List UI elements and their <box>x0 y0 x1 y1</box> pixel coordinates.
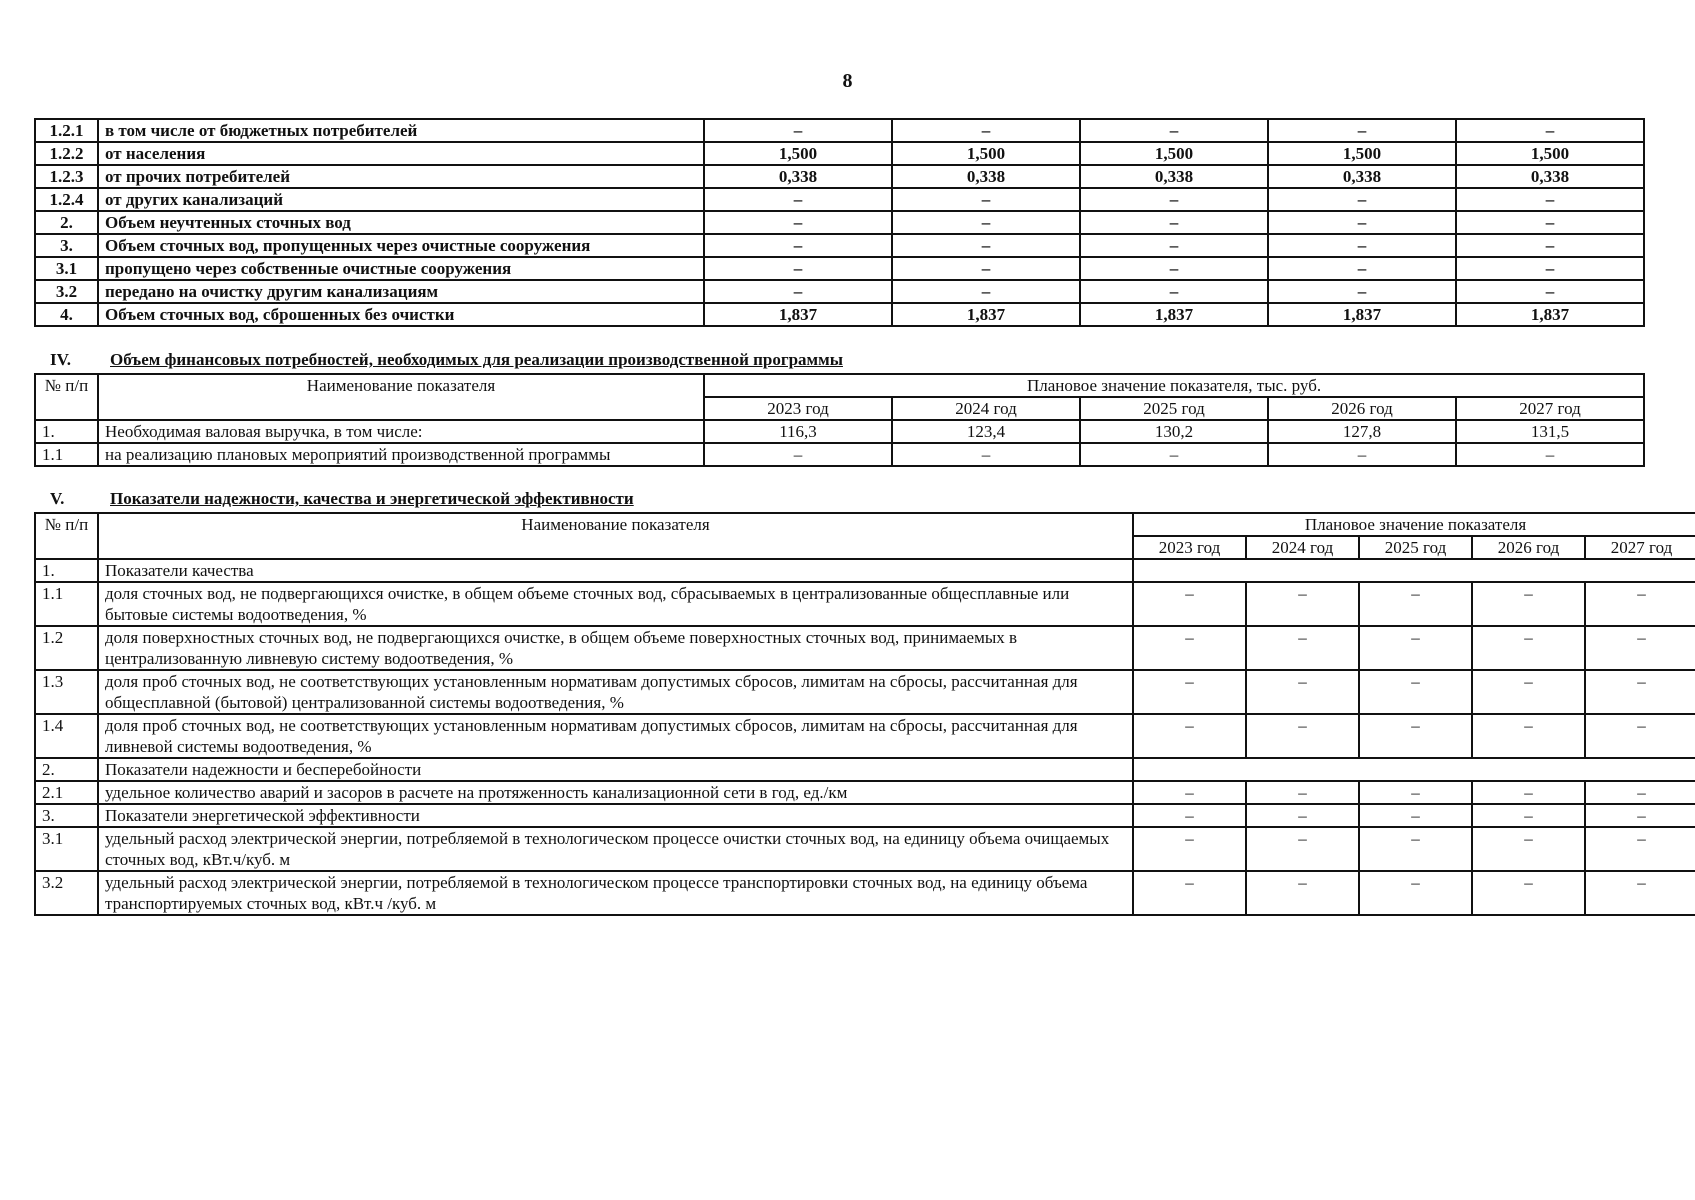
value-cell: 123,4 <box>892 420 1080 443</box>
table-row <box>35 165 1644 188</box>
row-number: 1.4 <box>35 714 98 758</box>
value-cell: 0,338 <box>1268 165 1456 188</box>
empty-cell <box>1133 758 1695 781</box>
row-name: доля поверхностных сточных вод, не подвергающихся очистке, в общем объеме поверхностных сточных вод, принимаемых в централизованную ливневую систему водоотведения, % <box>98 626 1133 670</box>
table-row <box>35 234 1644 257</box>
value-cell: – <box>1472 804 1585 827</box>
row-number: 1.2.1 <box>35 119 98 142</box>
value-cell: – <box>1246 781 1359 804</box>
row-name: на реализацию плановых мероприятий производственной программы <box>98 443 704 466</box>
value-cell: – <box>1472 670 1585 714</box>
value-cell: – <box>1246 871 1359 915</box>
table-header-row <box>35 513 1695 536</box>
row-name: удельный расход электрической энергии, потребляемой в технологическом процессе транспортировки сточных вод, на единицу объема транспортируемых сточных вод, кВт.ч /куб. м <box>98 871 1133 915</box>
row-number: 1.2 <box>35 626 98 670</box>
value-cell: 116,3 <box>704 420 892 443</box>
value-cell: – <box>1359 714 1472 758</box>
value-cell: – <box>1585 626 1695 670</box>
value-cell: 0,338 <box>892 165 1080 188</box>
row-number: 3.1 <box>35 827 98 871</box>
value-cell: – <box>1268 234 1456 257</box>
value-cell: – <box>892 234 1080 257</box>
wastewater-volume-table <box>34 118 1645 327</box>
value-cell: – <box>1359 827 1472 871</box>
value-cell: – <box>1456 188 1644 211</box>
value-cell: – <box>1585 804 1695 827</box>
section-5-title: Показатели надежности, качества и энергетической эффективности <box>110 489 634 508</box>
value-cell: 0,338 <box>1080 165 1268 188</box>
value-cell: – <box>1268 280 1456 303</box>
year-header: 2026 год <box>1268 397 1456 420</box>
value-cell: – <box>1133 670 1246 714</box>
value-cell: – <box>704 257 892 280</box>
table-row <box>35 626 1695 670</box>
value-cell: – <box>892 188 1080 211</box>
value-cell: – <box>1585 714 1695 758</box>
table-row <box>35 257 1644 280</box>
value-cell: – <box>704 119 892 142</box>
row-number: 2.1 <box>35 781 98 804</box>
table-row <box>35 280 1644 303</box>
value-cell: – <box>892 257 1080 280</box>
value-cell: – <box>1456 234 1644 257</box>
num-header: № п/п <box>35 513 98 559</box>
row-name: в том числе от бюджетных потребителей <box>98 119 704 142</box>
row-number: 2. <box>35 211 98 234</box>
row-name: удельный расход электрической энергии, потребляемой в технологическом процессе очистки сточных вод, на единицу объема очищаемых сточных вод, кВт.ч/куб. м <box>98 827 1133 871</box>
value-cell: – <box>1268 257 1456 280</box>
value-cell: 1,500 <box>892 142 1080 165</box>
plan-header: Плановое значение показателя, тыс. руб. <box>704 374 1644 397</box>
row-name: Объем сточных вод, пропущенных через очистные сооружения <box>98 234 704 257</box>
value-cell: 1,837 <box>892 303 1080 326</box>
value-cell: – <box>1268 119 1456 142</box>
row-number: 1. <box>35 559 98 582</box>
table-row <box>35 827 1695 871</box>
section-4-heading <box>50 350 843 370</box>
value-cell: – <box>1080 257 1268 280</box>
year-header: 2026 год <box>1472 536 1585 559</box>
value-cell: – <box>1472 582 1585 626</box>
row-name: Показатели энергетической эффективности <box>98 804 1133 827</box>
table-row <box>35 670 1695 714</box>
value-cell: – <box>1359 804 1472 827</box>
row-number: 1.2.3 <box>35 165 98 188</box>
value-cell: 1,500 <box>704 142 892 165</box>
year-header: 2027 год <box>1456 397 1644 420</box>
value-cell: – <box>1359 582 1472 626</box>
empty-cell <box>1133 559 1695 582</box>
row-number: 3.2 <box>35 280 98 303</box>
value-cell: – <box>1359 871 1472 915</box>
value-cell: – <box>704 234 892 257</box>
value-cell: – <box>892 443 1080 466</box>
table-row <box>35 119 1644 142</box>
year-header: 2025 год <box>1080 397 1268 420</box>
value-cell: – <box>1133 781 1246 804</box>
row-number: 1.3 <box>35 670 98 714</box>
row-name: от прочих потребителей <box>98 165 704 188</box>
table-row <box>35 303 1644 326</box>
value-cell: – <box>1472 871 1585 915</box>
value-cell: 127,8 <box>1268 420 1456 443</box>
value-cell: – <box>892 119 1080 142</box>
row-number: 1.2.4 <box>35 188 98 211</box>
table-row <box>35 871 1695 915</box>
row-number: 3.1 <box>35 257 98 280</box>
table-row <box>35 420 1644 443</box>
row-name: Показатели качества <box>98 559 1133 582</box>
value-cell: – <box>1246 670 1359 714</box>
value-cell: – <box>1133 582 1246 626</box>
value-cell: – <box>892 280 1080 303</box>
table-row <box>35 714 1695 758</box>
value-cell: – <box>1268 211 1456 234</box>
year-header: 2024 год <box>892 397 1080 420</box>
row-number: 2. <box>35 758 98 781</box>
value-cell: 0,338 <box>1456 165 1644 188</box>
value-cell: 1,837 <box>1456 303 1644 326</box>
row-name: удельное количество аварий и засоров в расчете на протяженность канализационной сети в год, ед./км <box>98 781 1133 804</box>
value-cell: – <box>1080 188 1268 211</box>
table-row <box>35 582 1695 626</box>
value-cell: – <box>1246 714 1359 758</box>
value-cell: – <box>1472 626 1585 670</box>
row-number: 3. <box>35 234 98 257</box>
value-cell: 1,500 <box>1080 142 1268 165</box>
table-row <box>35 188 1644 211</box>
value-cell: – <box>704 280 892 303</box>
value-cell: – <box>1080 234 1268 257</box>
table-header-row <box>35 374 1644 397</box>
row-name: Необходимая валовая выручка, в том числе: <box>98 420 704 443</box>
row-name: пропущено через собственные очистные сооружения <box>98 257 704 280</box>
section-5-number: V. <box>50 489 65 508</box>
row-number: 4. <box>35 303 98 326</box>
value-cell: – <box>1133 804 1246 827</box>
value-cell: – <box>1080 211 1268 234</box>
value-cell: 130,2 <box>1080 420 1268 443</box>
value-cell: – <box>1246 626 1359 670</box>
row-name: передано на очистку другим канализациям <box>98 280 704 303</box>
value-cell: – <box>1585 827 1695 871</box>
value-cell: – <box>1456 119 1644 142</box>
value-cell: – <box>1133 714 1246 758</box>
value-cell: – <box>1359 781 1472 804</box>
value-cell: – <box>1133 626 1246 670</box>
value-cell: – <box>704 211 892 234</box>
value-cell: – <box>704 188 892 211</box>
value-cell: – <box>1133 871 1246 915</box>
group-row <box>35 758 1695 781</box>
value-cell: – <box>1585 582 1695 626</box>
section-4-title: Объем финансовых потребностей, необходимых для реализации производственной программы <box>110 350 843 369</box>
value-cell: – <box>1246 804 1359 827</box>
row-name: Объем сточных вод, сброшенных без очистки <box>98 303 704 326</box>
table-row <box>35 781 1695 804</box>
row-number: 1. <box>35 420 98 443</box>
page-number: 8 <box>842 70 853 92</box>
table-row <box>35 804 1695 827</box>
plan-header: Плановое значение показателя <box>1133 513 1695 536</box>
value-cell: – <box>1246 582 1359 626</box>
row-number: 1.1 <box>35 582 98 626</box>
value-cell: – <box>1359 626 1472 670</box>
row-number: 1.1 <box>35 443 98 466</box>
value-cell: – <box>1268 443 1456 466</box>
year-header: 2027 год <box>1585 536 1695 559</box>
reliability-indicators-table-body <box>35 559 1695 915</box>
value-cell: – <box>1585 781 1695 804</box>
reliability-indicators-table <box>34 512 1695 916</box>
name-header: Наименование показателя <box>98 374 704 420</box>
row-name: от населения <box>98 142 704 165</box>
value-cell: 1,837 <box>1268 303 1456 326</box>
year-header: 2025 год <box>1359 536 1472 559</box>
value-cell: – <box>1472 714 1585 758</box>
value-cell: 0,338 <box>704 165 892 188</box>
name-header: Наименование показателя <box>98 513 1133 559</box>
value-cell: 1,500 <box>1268 142 1456 165</box>
value-cell: – <box>704 443 892 466</box>
row-name: доля проб сточных вод, не соответствующих установленным нормативам допустимых сбросов, лимитам на сбросы, рассчитанная для общесплавной (бытовой) централизованной системы водоотведения, % <box>98 670 1133 714</box>
financial-needs-table <box>34 373 1645 467</box>
value-cell: – <box>1268 188 1456 211</box>
value-cell: – <box>1456 257 1644 280</box>
wastewater-volume-table-body <box>35 119 1644 326</box>
table-row <box>35 211 1644 234</box>
value-cell: – <box>1472 827 1585 871</box>
num-header: № п/п <box>35 374 98 420</box>
year-header: 2023 год <box>1133 536 1246 559</box>
value-cell: 1,500 <box>1456 142 1644 165</box>
section-5-heading <box>50 489 634 509</box>
group-row <box>35 559 1695 582</box>
financial-needs-table-body <box>35 420 1644 466</box>
value-cell: – <box>1456 443 1644 466</box>
year-header: 2024 год <box>1246 536 1359 559</box>
section-4-number: IV. <box>50 350 71 369</box>
value-cell: – <box>892 211 1080 234</box>
value-cell: 1,837 <box>704 303 892 326</box>
value-cell: – <box>1133 827 1246 871</box>
year-header: 2023 год <box>704 397 892 420</box>
row-number: 3.2 <box>35 871 98 915</box>
row-name: от других канализаций <box>98 188 704 211</box>
value-cell: – <box>1585 871 1695 915</box>
value-cell: – <box>1246 827 1359 871</box>
value-cell: – <box>1080 280 1268 303</box>
value-cell: – <box>1456 211 1644 234</box>
row-name: Объем неучтенных сточных вод <box>98 211 704 234</box>
row-number: 3. <box>35 804 98 827</box>
row-name: доля сточных вод, не подвергающихся очистке, в общем объеме сточных вод, сбрасываемых в централизованные общесплавные или бытовые системы водоотведения, % <box>98 582 1133 626</box>
table-row <box>35 142 1644 165</box>
value-cell: – <box>1080 443 1268 466</box>
value-cell: – <box>1585 670 1695 714</box>
value-cell: – <box>1359 670 1472 714</box>
value-cell: – <box>1472 781 1585 804</box>
row-name: доля проб сточных вод, не соответствующих установленным нормативам допустимых сбросов, лимитам на сбросы, рассчитанная для ливневой системы водоотведения, % <box>98 714 1133 758</box>
value-cell: – <box>1456 280 1644 303</box>
value-cell: 131,5 <box>1456 420 1644 443</box>
table-row <box>35 443 1644 466</box>
row-name: Показатели надежности и бесперебойности <box>98 758 1133 781</box>
row-number: 1.2.2 <box>35 142 98 165</box>
value-cell: 1,837 <box>1080 303 1268 326</box>
value-cell: – <box>1080 119 1268 142</box>
